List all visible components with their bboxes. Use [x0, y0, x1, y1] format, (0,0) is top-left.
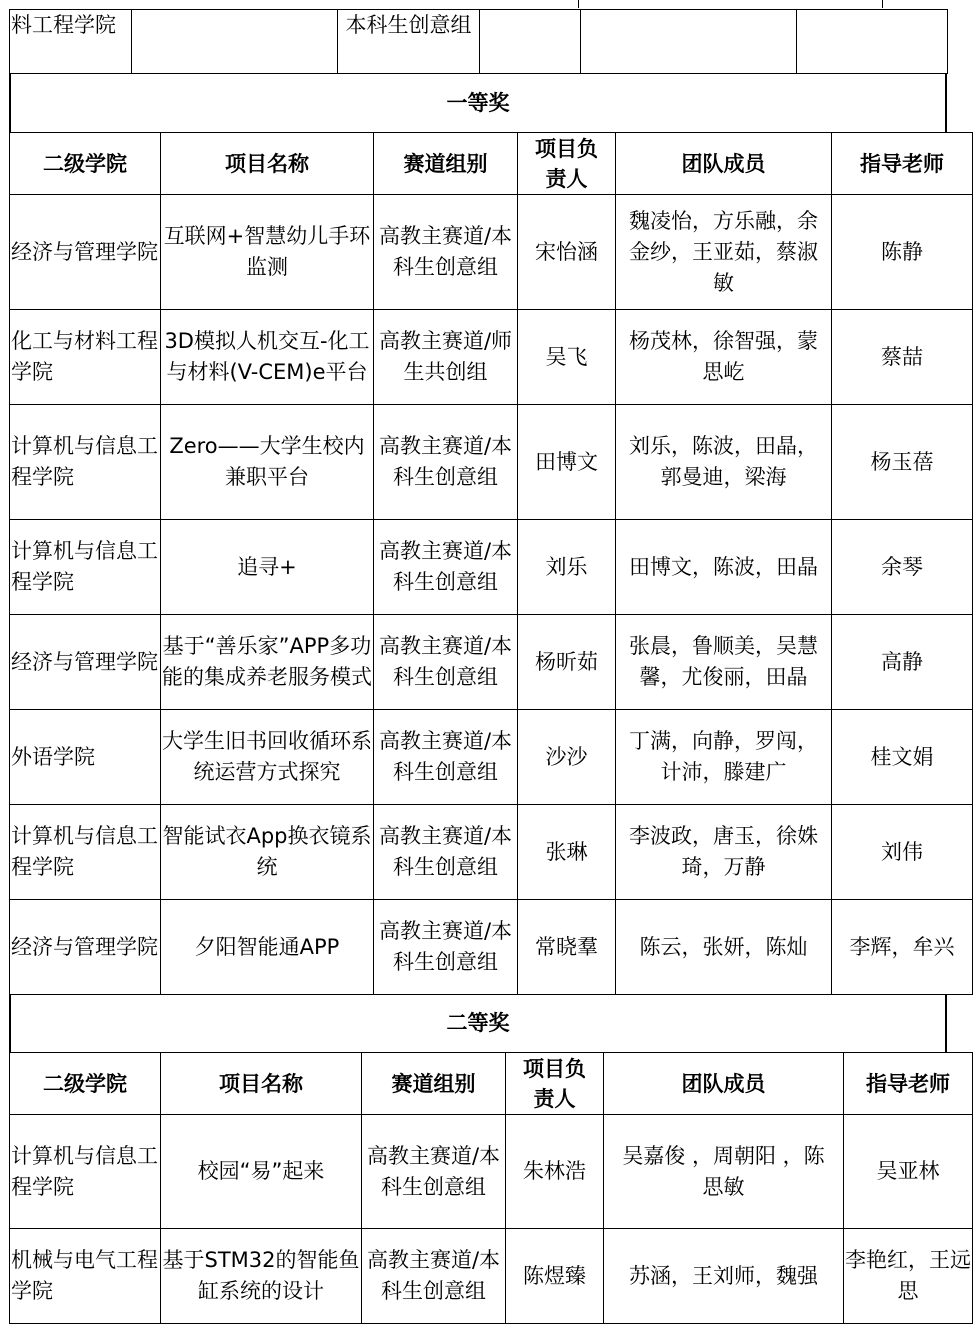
advisor-cell: 陈静: [832, 195, 973, 310]
track-cell: 高教主赛道/本科生创意组: [374, 405, 518, 520]
track-cell: 高教主赛道/本科生创意组: [374, 195, 518, 310]
track-cell: 高教主赛道/本科生创意组: [362, 1229, 506, 1324]
header-leader: 项目负责人: [506, 1053, 604, 1115]
table-row: [10, 805, 973, 900]
advisor-cell: 余琴: [832, 520, 973, 615]
table-edge-tick: [578, 0, 579, 8]
previous-table-fragment: [9, 9, 948, 74]
track-cell: 高教主赛道/本科生创意组: [374, 520, 518, 615]
table-row: [10, 900, 973, 995]
project-cell: 基于STM32的智能鱼缸系统的设计: [161, 1229, 362, 1324]
leader-cell: 吴飞: [518, 310, 616, 405]
project-cell: 追寻+: [161, 520, 374, 615]
table-row: [10, 405, 973, 520]
members-cell: 李波政，唐玉，徐姝琦，万静: [616, 805, 832, 900]
table-row: [10, 1115, 973, 1229]
college-cell: 外语学院: [10, 710, 161, 805]
college-cell: 经济与管理学院: [10, 900, 161, 995]
members-cell: 杨茂林，徐智强，蒙思屹: [616, 310, 832, 405]
leader-cell: 沙沙: [518, 710, 616, 805]
project-cell: 夕阳智能通APP: [161, 900, 374, 995]
table-row: [10, 710, 973, 805]
leader-cell: 田博文: [518, 405, 616, 520]
header-track: 赛道组别: [374, 133, 518, 195]
members-cell: 刘乐，陈波，田晶，郭曼迪，梁海: [616, 405, 832, 520]
project-cell: 3D模拟人机交互-化工与材料(V-CEM)e平台: [161, 310, 374, 405]
leader-cell: [480, 10, 581, 74]
college-cell: 经济与管理学院: [10, 195, 161, 310]
advisor-cell: 桂文娟: [832, 710, 973, 805]
advisor-cell: 吴亚林: [844, 1115, 973, 1229]
section-title: 二等奖: [446, 1011, 510, 1035]
advisor-cell: 高静: [832, 615, 973, 710]
table-header-row: [10, 1053, 973, 1115]
header-advisor: 指导老师: [832, 133, 973, 195]
track-cell: 高教主赛道/本科生创意组: [374, 805, 518, 900]
college-cell: 经济与管理学院: [10, 615, 161, 710]
section-title: 一等奖: [446, 91, 510, 115]
members-cell: 丁满，向静，罗闯，计沛，滕建广: [616, 710, 832, 805]
header-college: 二级学院: [10, 133, 161, 195]
table-row: [10, 615, 973, 710]
track-cell: 高教主赛道/本科生创意组: [374, 615, 518, 710]
track-cell: 高教主赛道/本科生创意组: [374, 900, 518, 995]
leader-cell: 宋怡涵: [518, 195, 616, 310]
college-cell: 机械与电气工程学院: [10, 1229, 161, 1324]
leader-cell: 陈煜臻: [506, 1229, 604, 1324]
leader-cell: 常晓羣: [518, 900, 616, 995]
college-cell: 计算机与信息工程学院: [10, 805, 161, 900]
project-cell: 智能试衣App换衣镜系统: [161, 805, 374, 900]
advisor-cell: 杨玉蓓: [832, 405, 973, 520]
header-advisor: 指导老师: [844, 1053, 973, 1115]
members-cell: 吴嘉俊 ，周朝阳 ，陈思敏: [604, 1115, 844, 1229]
track-cell: 高教主赛道/本科生创意组: [374, 710, 518, 805]
members-cell: 魏凌怡，方乐融，余金纱，王亚茹，蔡淑敏: [616, 195, 832, 310]
header-members: 团队成员: [616, 133, 832, 195]
leader-cell: 杨昕茹: [518, 615, 616, 710]
track-cell: 本科生创意组: [338, 10, 480, 74]
project-cell: 互联网+智慧幼儿手环监测: [161, 195, 374, 310]
header-college: 二级学院: [10, 1053, 161, 1115]
leader-cell: 刘乐: [518, 520, 616, 615]
college-cell: 计算机与信息工程学院: [10, 1115, 161, 1229]
first-prize-title: [9, 74, 947, 132]
members-cell: 张晨，鲁顺美，吴慧馨，尤俊丽，田晶: [616, 615, 832, 710]
header-leader: 项目负责人: [518, 133, 616, 195]
header-project: 项目名称: [161, 1053, 362, 1115]
members-cell: 田博文，陈波，田晶: [616, 520, 832, 615]
second-prize-table: [9, 1052, 973, 1324]
table-header-row: [10, 133, 973, 195]
members-cell: [581, 10, 797, 74]
members-cell: 苏涵，王刘师，魏强: [604, 1229, 844, 1324]
table-row: [10, 1229, 973, 1324]
college-cell: 计算机与信息工程学院: [10, 405, 161, 520]
track-cell: 高教主赛道/本科生创意组: [362, 1115, 506, 1229]
project-cell: 大学生旧书回收循环系统运营方式探究: [161, 710, 374, 805]
project-cell: 校园“易”起来: [161, 1115, 362, 1229]
table-edge-tick: [882, 0, 883, 8]
leader-cell: 朱林浩: [506, 1115, 604, 1229]
advisor-cell: 刘伟: [832, 805, 973, 900]
advisor-cell: 蔡喆: [832, 310, 973, 405]
project-cell: 基于“善乐家”APP多功能的集成养老服务模式: [161, 615, 374, 710]
header-project: 项目名称: [161, 133, 374, 195]
table-row: [10, 195, 973, 310]
advisor-cell: 李辉，牟兴: [832, 900, 973, 995]
first-prize-table: [9, 132, 973, 995]
table-row: [10, 520, 973, 615]
college-cell: 计算机与信息工程学院: [10, 520, 161, 615]
college-cell: 化工与材料工程学院: [10, 310, 161, 405]
track-cell: 高教主赛道/师生共创组: [374, 310, 518, 405]
leader-cell: 张琳: [518, 805, 616, 900]
header-track: 赛道组别: [362, 1053, 506, 1115]
second-prize-title: [9, 994, 947, 1052]
project-cell: [132, 10, 338, 74]
advisor-cell: 李艳红，王远思: [844, 1229, 973, 1324]
advisor-cell: [797, 10, 948, 74]
table-row: [10, 310, 973, 405]
header-members: 团队成员: [604, 1053, 844, 1115]
members-cell: 陈云，张妍，陈灿: [616, 900, 832, 995]
project-cell: Zero——大学生校内兼职平台: [161, 405, 374, 520]
college-cell: 料工程学院: [10, 10, 132, 74]
